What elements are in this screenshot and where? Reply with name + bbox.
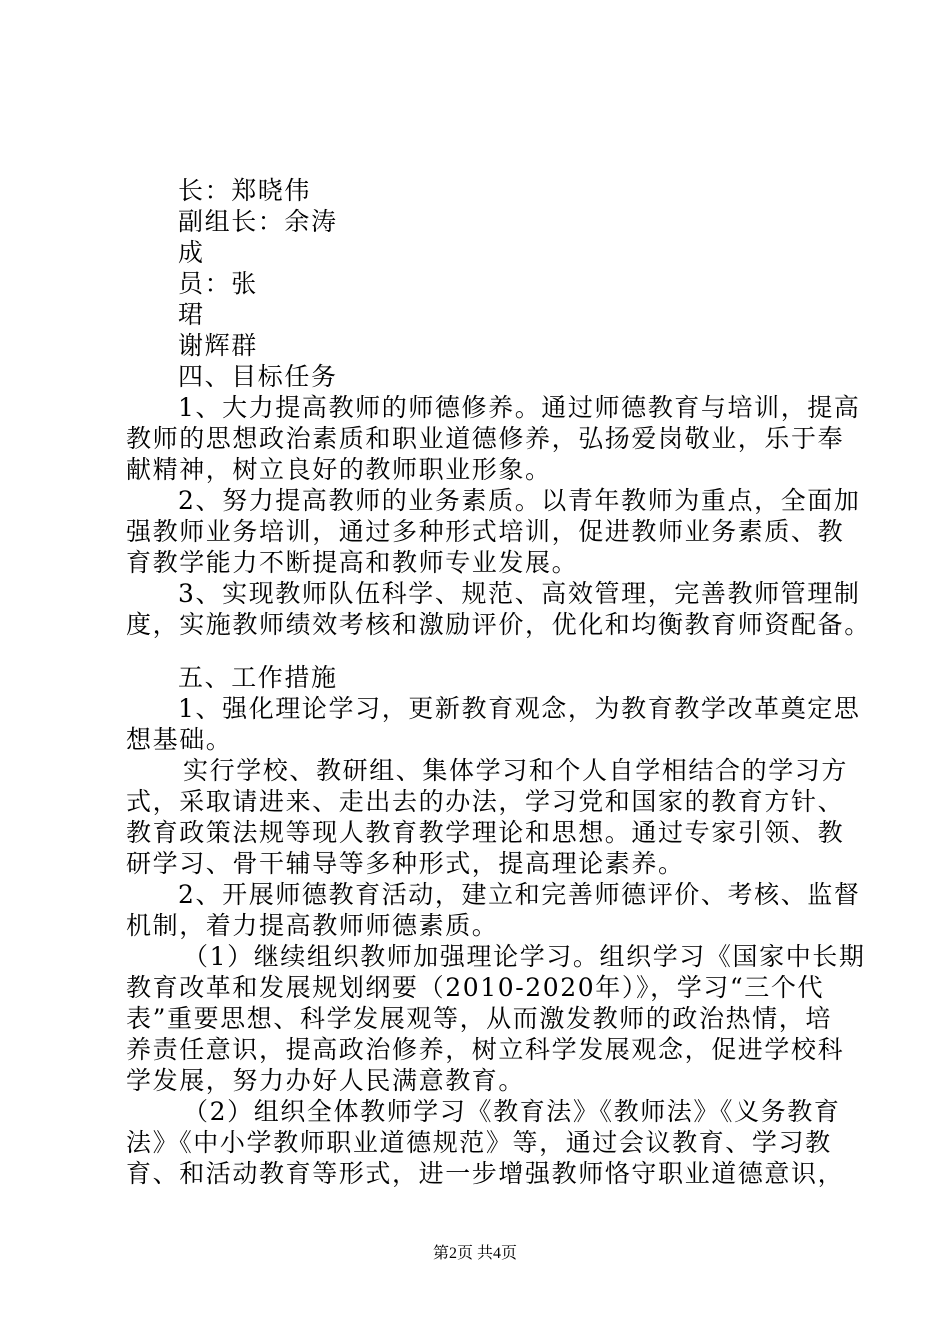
text-line: 学发展，努力办好人民满意教育。	[126, 1066, 526, 1095]
text-line: 育、和活动教育等形式，进一步增强教师恪守职业道德意识，	[126, 1159, 845, 1188]
text-line: 强教师业务培训，通过多种形式培训，促进教师业务素质、教	[126, 517, 845, 546]
page-footer: 第2页 共4页	[432, 1245, 517, 1262]
text-line: 2、努力提高教师的业务素质。以青年教师为重点，全面加	[178, 486, 861, 515]
text-line: 1、强化理论学习，更新教育观念，为教育教学改革奠定思	[178, 694, 861, 723]
text-line: 教育改革和发展规划纲要（2010-2020年）》，学习“三个代	[126, 973, 825, 1002]
text-line: 想基础。	[126, 725, 233, 754]
text-line: 教育政策法规等现人教育教学理论和思想。通过专家引领、教	[126, 818, 845, 847]
text-line: 机制，着力提高教师师德素质。	[126, 911, 499, 940]
section-heading: 五、工作措施	[178, 663, 338, 692]
text-line: （2）组织全体教师学习《教育法》《教师法》《义务教育	[183, 1097, 841, 1126]
text-line: 献精神，树立良好的教师职业形象。	[126, 455, 552, 484]
text-line: 育教学能力不断提高和教师专业发展。	[126, 548, 579, 577]
text-line: 长：郑晓伟	[178, 176, 312, 205]
text-line: 副组长：余涛	[178, 207, 338, 236]
section-heading: 四、目标任务	[178, 362, 338, 391]
text-line: 表”重要思想、科学发展观等，从而激发教师的政治热情，培	[126, 1004, 832, 1033]
text-line: 实行学校、教研组、集体学习和个人自学相结合的学习方	[183, 756, 849, 785]
text-line: 养责任意识，提高政治修养，树立科学发展观念，促进学校科	[126, 1035, 845, 1064]
text-line: 员：张	[178, 269, 258, 298]
text-line: 法》《中小学教师职业道德规范》等，通过会议教育、学习教	[126, 1128, 832, 1157]
text-line: 3、实现教师队伍科学、规范、高效管理，完善教师管理制	[178, 579, 861, 608]
text-line: 度，实施教师绩效考核和激励评价，优化和均衡教育师资配备。	[126, 610, 871, 639]
text-line: 式，采取请进来、走出去的办法，学习党和国家的教育方针、	[126, 787, 845, 816]
text-line: （1）继续组织教师加强理论学习。组织学习《国家中长期	[183, 942, 866, 971]
text-line: 谢辉群	[178, 331, 258, 360]
text-line: 研学习、骨干辅导等多种形式，提高理论素养。	[126, 849, 685, 878]
text-line: 教师的思想政治素质和职业道德修养，弘扬爱岗敬业，乐于奉	[126, 424, 845, 453]
text-line: 成	[178, 238, 205, 267]
text-line: 2、开展师德教育活动，建立和完善师德评价、考核、监督	[178, 880, 861, 909]
text-line: 珺	[178, 300, 205, 329]
text-line: 1、大力提高教师的师德修养。通过师德教育与培训，提高	[178, 393, 861, 422]
